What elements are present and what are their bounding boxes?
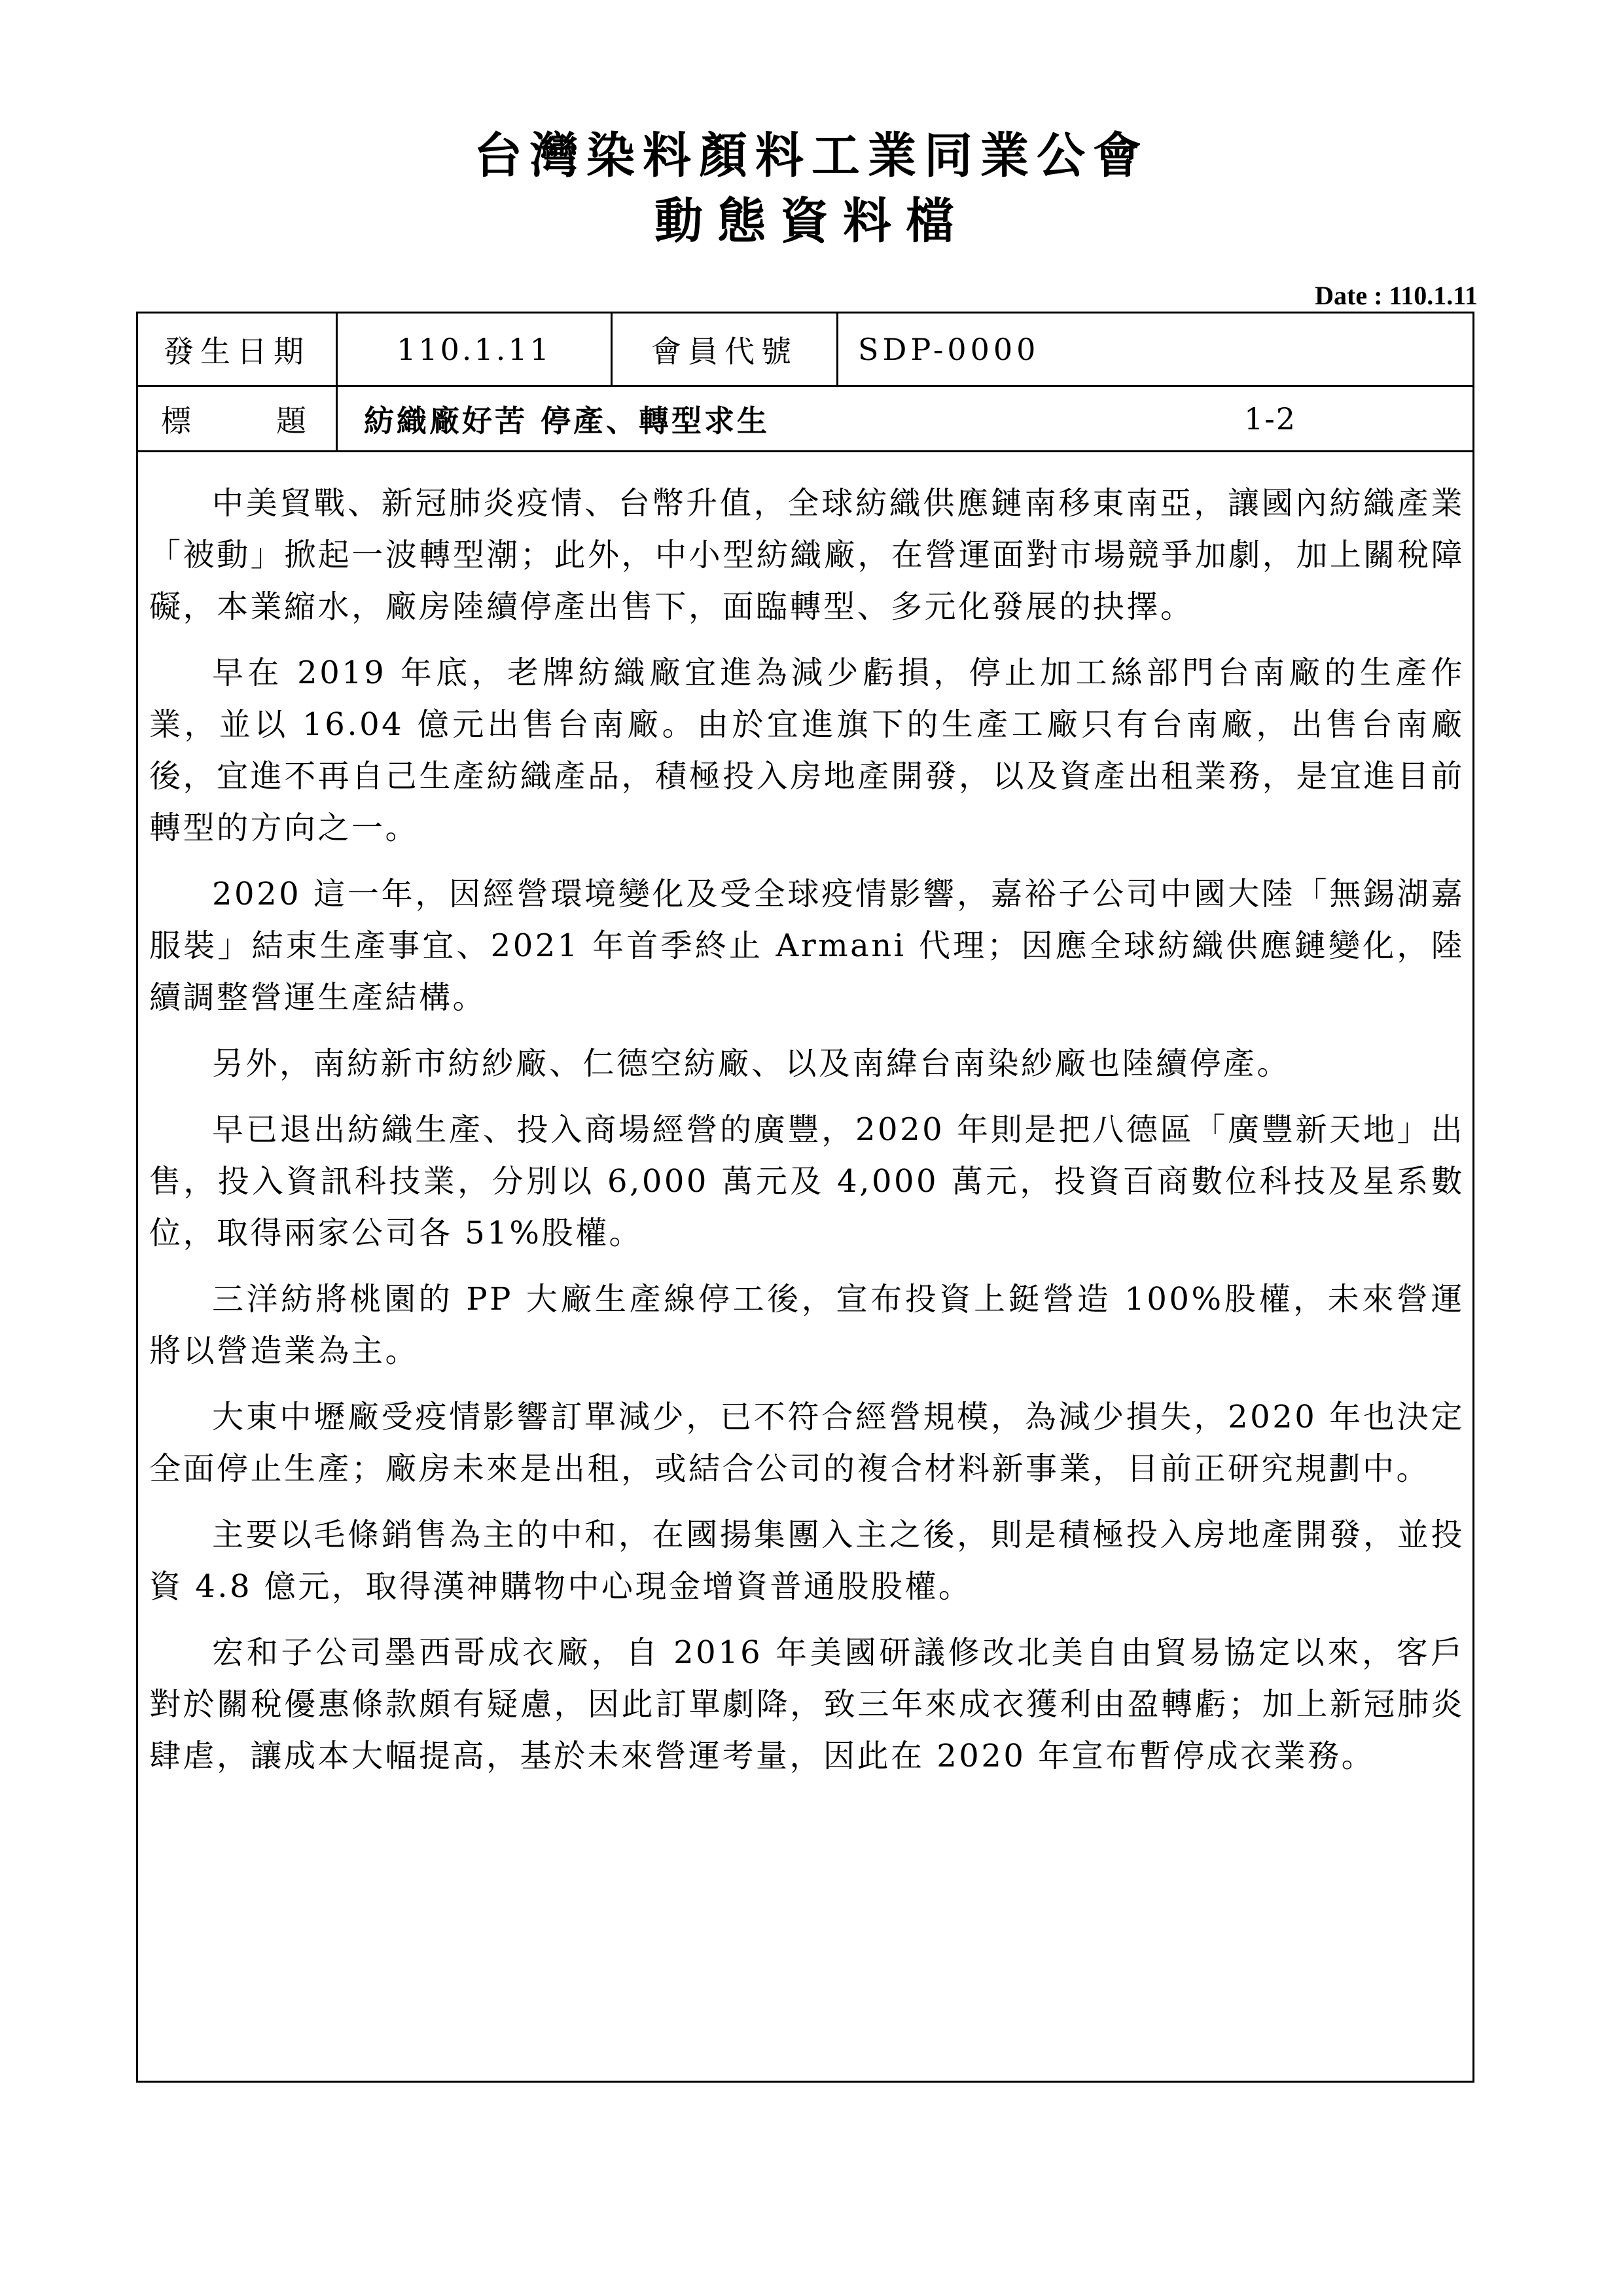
subject-row xyxy=(138,387,1472,452)
paragraph: 主要以毛條銷售為主的中和，在國揚集團入主之後，則是積極投入房地產開發，並投資 4.8 億元，取得漢神購物中心現金增資普通股股權。 xyxy=(149,1516,1465,1605)
page-number: 1-2 xyxy=(1243,401,1297,437)
paragraph: 中美貿戰、新冠肺炎疫情、台幣升值，全球紡織供應鏈南移東南亞，讓國內紡織產業「被動」掀起一波轉型潮；此外，中小型紡織廠，在營運面對市場競爭加劇，加上關稅障礙，本業縮水，廠房陸續停產出售下，面臨轉型、多元化發展的抉擇。 xyxy=(149,485,1465,625)
member-code-label: 會員代號 xyxy=(613,314,838,385)
subject-label-left: 標 xyxy=(161,403,198,439)
document-date: Date : 110.1.11 xyxy=(1315,281,1478,310)
organization-title: 台灣染料顏料工業同業公會 xyxy=(474,128,1149,184)
paragraph: 大東中壢廠受疫情影響訂單減少，已不符合經營規模，為減少損失，2020 年也決定全面停止生產；廠房未來是出租，或結合公司的複合材料新事業，目前正研究規劃中。 xyxy=(149,1399,1465,1487)
paragraph: 早已退出紡織生產、投入商場經營的廣豐，2020 年則是把八德區「廣豐新天地」出售，投入資訊科技業，分別以 6,000 萬元及 4,000 萬元，投資百商數位科技及星系數位，取得兩家公司各 51%股權。 xyxy=(149,1111,1465,1251)
subject-label xyxy=(138,387,338,450)
paragraph: 早在 2019 年底，老牌紡織廠宜進為減少虧損，停止加工絲部門台南廠的生產作業，並以 16.04 億元出售台南廠。由於宜進旗下的生產工廠只有台南廠，出售台南廠後，宜進不再自己生產紡織產品，積極投入房地產開發，以及資產出租業務，是宜進目前轉型的方向之一。 xyxy=(149,655,1465,846)
paragraph: 2020 這一年，因經營環境變化及受全球疫情影響，嘉裕子公司中國大陸「無錫湖嘉服裝」結束生產事宜、2021 年首季終止 Armani 代理；因應全球紡織供應鏈變化，陸續調整營運生產結構。 xyxy=(149,876,1465,1016)
paragraph: 宏和子公司墨西哥成衣廠，自 2016 年美國研議修改北美自由貿易協定以來，客戶對於關稅優惠條款頗有疑慮，因此訂單劇降，致三年來成衣獲利由盈轉虧；加上新冠肺炎肆虐，讓成本大幅提高，基於未來營運考量，因此在 2020 年宣布暫停成衣業務。 xyxy=(149,1634,1465,1774)
paragraph: 另外，南紡新市紡紗廠、仁德空紡廠、以及南緯台南染紗廠也陸續停產。 xyxy=(212,1045,1291,1082)
subject-label-right: 題 xyxy=(276,403,313,439)
paragraph: 三洋紡將桃園的 PP 大廠生產線停工後，宣布投資上鋌營造 100%股權，未來營運將以營造業為主。 xyxy=(149,1281,1465,1369)
info-row xyxy=(138,314,1472,387)
member-code-value: SDP-0000 xyxy=(858,331,1040,367)
document-type-title: 動態資料檔 xyxy=(654,193,969,249)
occurrence-date-label: 發生日期 xyxy=(138,314,338,385)
article-body xyxy=(149,478,1465,1797)
subject-value: 紡織廠好苦 停產、轉型求生 xyxy=(364,403,770,439)
occurrence-date-value: 110.1.11 xyxy=(338,314,613,385)
